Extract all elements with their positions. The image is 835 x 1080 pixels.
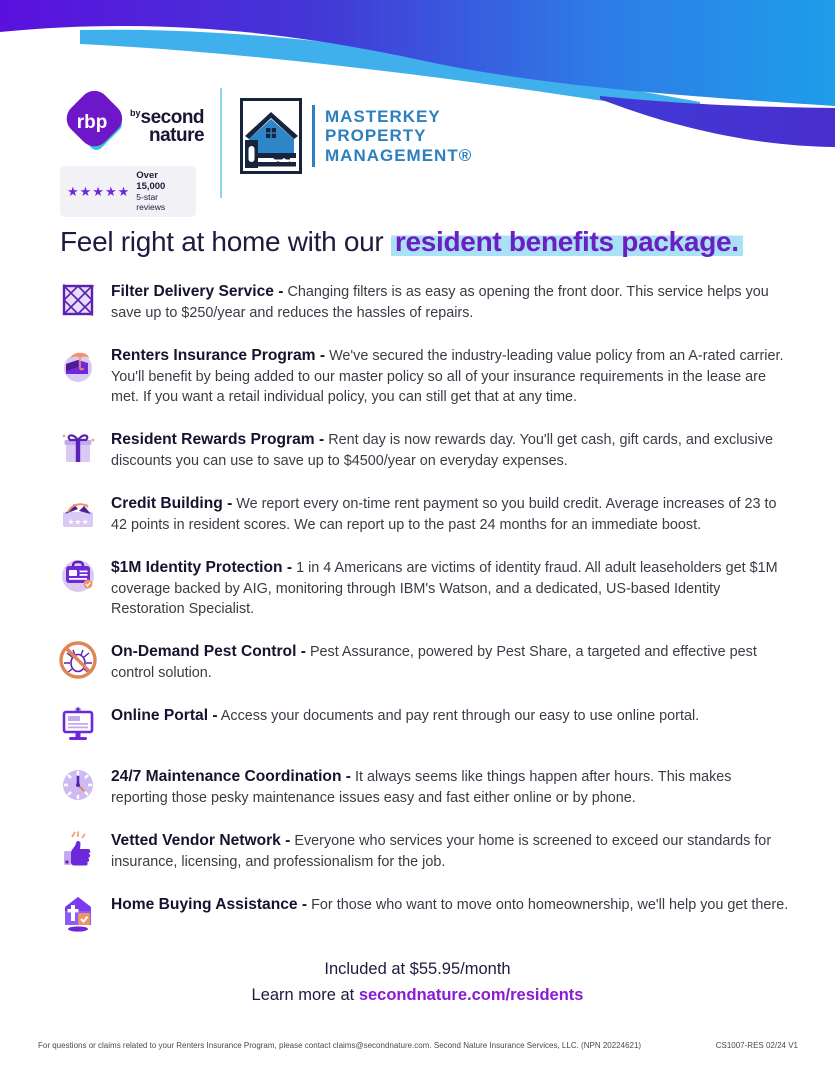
brand-line1: second bbox=[140, 106, 205, 128]
thumbs-up-icon bbox=[58, 829, 98, 869]
list-item bbox=[58, 492, 790, 535]
page-title bbox=[60, 226, 800, 258]
second-nature-wordmark bbox=[130, 106, 205, 146]
rbp-logo-block bbox=[60, 88, 205, 217]
fine-print-text: For questions or claims related to your Renters Insurance Program, please contact claims@secondnature.com. Second Nature Insurance Services, LLC. (NPN 20224621) bbox=[38, 1041, 642, 1050]
filter-icon bbox=[58, 280, 98, 320]
reviews-badge bbox=[60, 166, 196, 217]
benefit-description: We report every on-time rent payment so you build credit. Average increases of 23 to 42 points in resident scores. We can report up to the past 24 months for an immediate boost. bbox=[111, 496, 777, 533]
benefits-list bbox=[58, 280, 790, 954]
list-item bbox=[58, 344, 790, 407]
residents-link[interactable]: secondnature.com/residents bbox=[358, 986, 584, 1004]
benefit-description: For those who want to move onto homeownership, we'll help you get there. bbox=[311, 897, 789, 914]
masterkey-line3: MANAGEMENT® bbox=[325, 145, 473, 165]
learn-more-prefix: Learn more at bbox=[251, 986, 359, 1004]
masterkey-house-key-icon bbox=[240, 98, 302, 174]
benefit-title: Online Portal - bbox=[111, 707, 218, 725]
masterkey-divider bbox=[312, 105, 315, 167]
masterkey-line1: MASTERKEY bbox=[325, 107, 441, 127]
svg-text:rbp: rbp bbox=[76, 112, 108, 133]
benefit-description: It always seems like things happen after hours. This makes reporting those pesky maintenance issues easy and fast either online or by phone. bbox=[111, 769, 732, 807]
list-item bbox=[58, 428, 790, 471]
id-lock-icon bbox=[58, 556, 98, 596]
benefit-description: Everyone who services your home is screened to exceed our standards for insurance, licensing, and professionalism for the job. bbox=[111, 833, 772, 871]
benefit-title: $1M Identity Protection - bbox=[111, 559, 293, 577]
learn-more-line bbox=[0, 986, 835, 1005]
reviews-count: Over 15,000 bbox=[136, 170, 166, 192]
benefit-title: Filter Delivery Service - bbox=[111, 283, 284, 300]
list-item bbox=[58, 893, 790, 933]
fine-print-row bbox=[38, 1041, 798, 1050]
no-pest-icon bbox=[58, 640, 98, 680]
reviews-label: 5-star reviews bbox=[136, 191, 166, 212]
benefit-title: Credit Building - bbox=[111, 495, 233, 513]
benefit-description: Changing filters is as easy as opening the front door. This service helps you save up to $250/year and reduces the hassles of repairs. bbox=[111, 284, 769, 321]
gift-icon bbox=[58, 428, 98, 468]
benefit-description: 1 in 4 Americans are victims of identity fraud. All adult leaseholders get $1M coverage backed by AIG, monitoring through IBM's Watson, and a dedicated, US-based Identity Restoration Specialist. bbox=[111, 560, 778, 618]
house-check-icon bbox=[58, 893, 98, 933]
rbp-logo-icon bbox=[60, 88, 126, 160]
benefit-title: On-Demand Pest Control - bbox=[111, 643, 306, 661]
benefit-description: Pest Assurance, powered by Pest Share, a targeted and effective pest control solution. bbox=[111, 644, 757, 682]
list-item bbox=[58, 765, 790, 808]
price-line: Included at $55.95/month bbox=[324, 960, 511, 978]
benefit-title: Vetted Vendor Network - bbox=[111, 832, 291, 850]
list-item bbox=[58, 280, 790, 323]
logo-divider bbox=[220, 88, 222, 198]
list-item bbox=[58, 829, 790, 872]
benefit-title: 24/7 Maintenance Coordination - bbox=[111, 768, 352, 786]
svg-text:★★★: ★★★ bbox=[67, 517, 89, 527]
by-label: by bbox=[130, 107, 141, 118]
list-item bbox=[58, 640, 790, 683]
document-code: CS1007-RES 02/24 V1 bbox=[715, 1041, 798, 1050]
list-item bbox=[58, 556, 790, 619]
five-stars-icon: ★★★★★ bbox=[67, 183, 131, 199]
monitor-icon bbox=[58, 704, 98, 744]
benefit-description: Access your documents and pay rent through our easy to use online portal. bbox=[220, 708, 700, 725]
masterkey-logo-block bbox=[240, 98, 472, 174]
brand-line2: nature bbox=[148, 125, 205, 146]
benefit-title: Home Buying Assistance - bbox=[111, 896, 308, 914]
credit-score-icon bbox=[58, 492, 98, 532]
benefit-title: Renters Insurance Program - bbox=[111, 346, 326, 364]
page-title-highlight: resident benefits package. bbox=[391, 226, 743, 257]
masterkey-wordmark bbox=[325, 107, 472, 164]
masterkey-line2: PROPERTY bbox=[325, 126, 427, 146]
clock-icon bbox=[58, 765, 98, 805]
list-item bbox=[58, 704, 790, 744]
logo-row bbox=[60, 88, 472, 217]
benefit-title: Resident Rewards Program - bbox=[111, 431, 325, 449]
page-title-prefix: Feel right at home with our bbox=[60, 226, 391, 257]
benefit-description: Rent day is now rewards day. You'll get cash, gift cards, and exclusive discounts you can use to save up to $4500/year on everyday expenses. bbox=[111, 432, 774, 469]
footer bbox=[0, 960, 835, 1005]
insurance-umbrella-icon bbox=[58, 344, 98, 384]
benefit-description: We've secured the industry-leading value policy from an A-rated carrier. You'll benefit by being added to our master policy so all of your insurance requirements in the lease are met. If you want a retail individual policy, you can still get that at any time. bbox=[111, 347, 784, 405]
